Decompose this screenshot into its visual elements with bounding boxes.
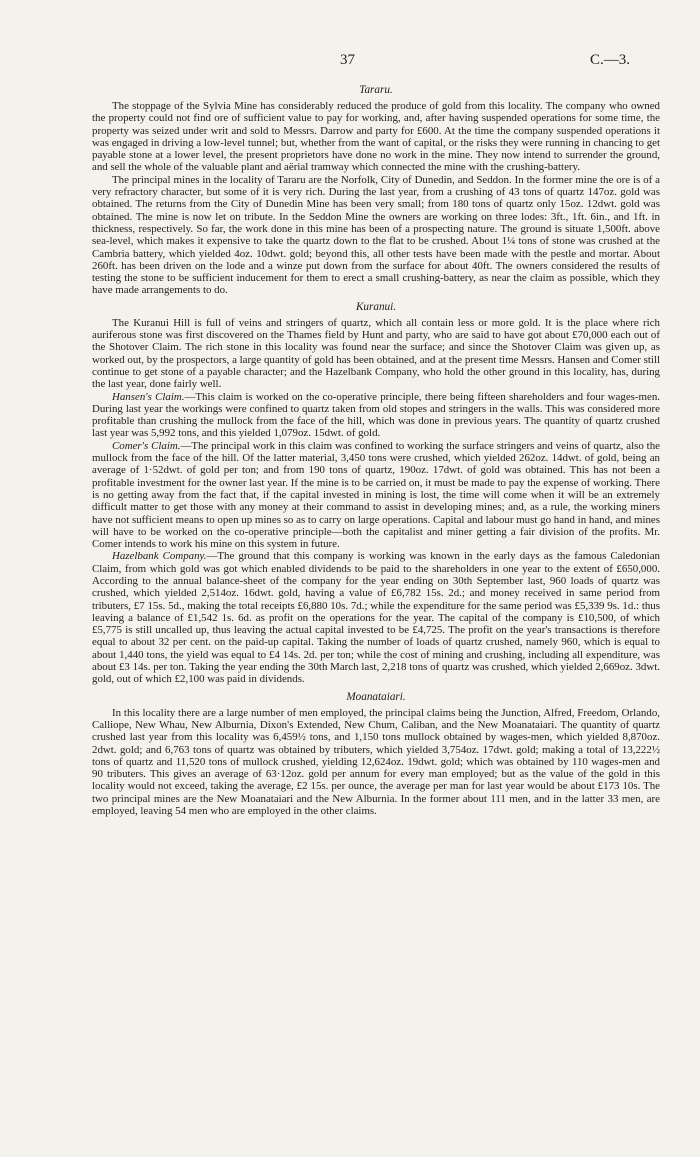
claim-text: —The principal work in this claim was confined to working the surface stringers and veins of quartz, also the mullock from the face of the hill. Of the latter material, 3,450 tons were crushed, which yielded 262oz. 14dwt. of gold, being an average of 1·52dwt. of gold per ton; and from 190 tons of quartz, 190oz. 17dwt. of gold was obtained. This has not been a profitable investment for the owner last year. If the mine is to be carried on, it must be made to pay the expense of working. There is no getting away from the fact that, if the capital invested in mining is lost, the time will come when it will be an extremely difficult matter to get those with any money at their command to assist in developing mines; and, as a rule, the working miners have not sufficient means to open up mines so as to carry on large operations. Capital and labour must go hand in hand, and mines will have to be worked on the co-operative principle—both the capitalist and miner getting a fair division of the profits. Mr. Comer intends to work his mine on this system in future. [92,439,660,551]
section-moanataiari [92,691,660,818]
section-title: Moanataiari. [346,690,406,703]
claim-heading: Comer's Claim. [112,439,181,452]
claim-text: —This claim is worked on the co-operative principle, there being fifteen shareholders and four wages-men. During last year the workings were confined to quartz taken from old stopes and stringers in the walls. This was considered more profitable than crushing the mullock from the face of the hill, which was done in previous years. The quantity of quartz crushed last year was 5,992 tons, and this yielded 1,079oz. 15dwt. of gold. [92,390,660,440]
paragraph: The Kuranui Hill is full of veins and stringers of quartz, which all contain less or more gold. It is the place where rich auriferous stone was first discovered on the Thames field by Hunt and party, who are said to have got about £70,000 each out of the Shotover Claim. The rich stone in this locality was found near the surface; and since the Shotover Claim was given up, as worked out, by the prospectors, a large quantity of gold has been obtained, and at the present time Messrs. Hansen and Comer still continue to get stone of a payable character; and the Hazelbank Company, who hold the other ground in this locality, has, during the last year, done fairly well. [92,316,660,391]
claim-heading: Hansen's Claim. [112,390,185,403]
page-content [92,84,660,821]
claim-heading: Hazelbank Company. [112,550,207,563]
claim-paragraph-hazelbank [92,550,660,685]
claim-paragraph-hansen [92,391,660,440]
document-code: C.—3. [590,52,631,68]
section-title: Tararu. [359,84,393,96]
claim-text: —The ground that this company is working was known in the early days as the famous Caledonian Claim, from which gold was got which enabled dividends to be paid to the shareholders in one year to the extent of £650,000. According to the annual balance-sheet of the company for the year ending on 30th September last, 960 loads of quartz was crushed, which yielded 2,514oz. 16dwt. gold, having a value of £6,782 15s. 2d.; and money received in same period from tributers, £7 15s. 5d., making the total receipts £6,880 10s. 7d.; while the expenditure for the same period was £5,339 9s. 1d.: thus leaving a balance of £1,542 1s. 6d. as profit on the operations for the year. The capital of the company is £10,500, of which £5,775 is still uncalled up, thus leaving the actual capital invested to be £4,725. The profit on the year's transactions is therefore equal to about 32 per cent. on the paid-up capital. Taking the number of loads of quartz crushed, namely 960, which is equal to about 1,440 tons, the yield was equal to £4 14s. 2d. per ton; while the cost of mining and crushing, including all expenditure, was about £3 14s. per ton. Taking the year ending the 30th March last, 2,218 tons of quartz was crushed, which yielded 2,669oz. 3dwt. gold, out of which £2,100 was paid in dividends. [92,550,660,686]
section-title: Kuranui. [355,300,397,313]
page-number: 37 [340,52,355,68]
section-kuranui [92,301,660,686]
claim-paragraph-comer [92,440,660,551]
section-tararu [92,84,660,297]
paragraph: The stoppage of the Sylvia Mine has considerably reduced the produce of gold from this locality. The company who owned the property could not find ore of sufficient value to pay for working, and, after having suspended operations for some time, the property was seized under writ and sold to Messrs. Darrow and party for £600. At the time the company suspended operations it was engaged in driving a low-level tunnel; but, whether from the want of capital, or the risks they were running in chancing to get payable stone at a lower level, the present proprietors have done no work in the mine. They now intend to surrender the ground, and sell the whole of the valuable plant and aërial tramway which connected the mine with the crushing-battery. [92,100,660,174]
paragraph: In this locality there are a large number of men employed, the principal claims being the Junction, Alfred, Freedom, Orlando, Calliope, New Whau, New Alburnia, Dixon's Extended, New Chum, Caliban, and the New Moanataiari. The quantity of quartz crushed last year from this locality was 6,459½ tons, and 1,150 tons mullock obtained by wages-men, which yielded 8,870oz. 2dwt. gold; and 6,763 tons of quartz was obtained by tributers, which yielded 3,754oz. 17dwt. gold; making a total of 13,222½ tons of quartz and 11,520 tons of mullock crushed, yielding 12,624oz. 19dwt. gold; which was obtained by 110 wages-men and 90 tributers. This gives an average of 63·12oz. gold per annum for every man employed; but as the value of the gold in this locality would not exceed, taking the average, £2 15s. per ounce, the average per man for last year would be about £173 10s. The two principal mines are the New Moanataiari and the New Alburnia. In the former about 111 men, and in the latter 33 men, are employed, leaving 54 men who are employed in the other claims. [92,706,660,818]
paragraph: The principal mines in the locality of Tararu are the Norfolk, City of Dunedin, and Seddon. In the former mine the ore is of a very refractory character, but some of it is very rich. During the last year, from a crushing of 43 tons of quartz 147oz. gold was obtained. The returns from the City of Dunedin Mine has been very small; from 180 tons of quartz only 15oz. 12dwt. gold was obtained. The mine is now let on tribute. In the Seddon Mine the owners are working on three lodes: 3ft., 1ft. 6in., and 1ft. in thickness, respectively. So far, the work done in this mine has been of a prospecting nature. The ground is situate 1,500ft. above sea-level, which makes it expensive to take the quartz down to the flat to be crushed. About 1¼ tons of stone was crushed at the Cambria battery, which yielded 4oz. 10dwt. gold; beyond this, all other tests have been made with the pestle and mortar. About 260ft. has been driven on the lode and a winze put down from the surface for about 40ft. The owners considered the results of testing the stone to be sufficient inducement for them to erect a small crushing-battery, as near the claim as possible, which they have made arrangements to do. [92,173,660,297]
